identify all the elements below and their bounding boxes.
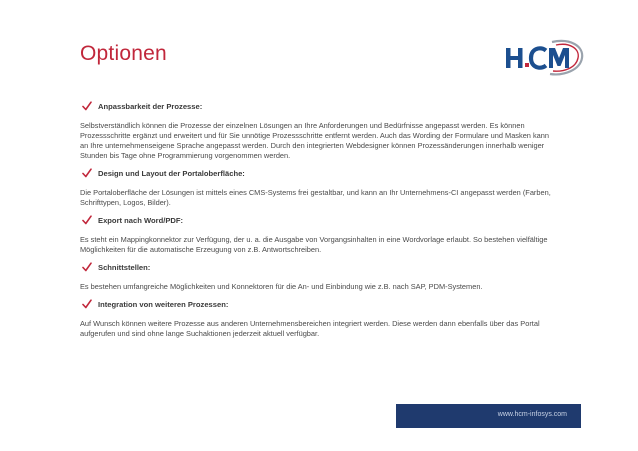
checkmark-icon (82, 262, 92, 272)
checkmark-icon (82, 101, 92, 111)
section-heading (82, 298, 558, 310)
section-anpassbarkeit (80, 100, 558, 161)
footer-url[interactable]: www.hcm-infosys.com (497, 411, 567, 418)
footer-bar (396, 404, 581, 428)
section-text: Auf Wunsch können weitere Prozesse aus anderen Unternehmensbereichen integriert werden. Diese werden dann ebenfalls über das Portal aufgerufen und sind ohne lange Suchaktionen jederzeit aktuell verfügbar. (80, 319, 540, 338)
section-integration (80, 298, 558, 339)
options-content (80, 100, 558, 345)
checkmark-icon (82, 168, 92, 178)
section-text: Es bestehen umfangreiche Möglichkeiten und Konnektoren für die An- und Einbindung wie z.B. nach SAP, PDM-Systemen. (80, 282, 483, 291)
hcm-logo (498, 36, 584, 78)
section-heading (82, 167, 558, 179)
checkmark-icon (82, 299, 92, 309)
section-export (80, 214, 558, 255)
checkmark-icon (82, 215, 92, 225)
section-design-layout (80, 167, 558, 208)
section-heading-text: Integration von weiteren Prozessen: (98, 299, 229, 309)
section-heading-text: Export nach Word/PDF: (98, 215, 184, 225)
section-text: Selbstverständlich können die Prozesse der einzelnen Lösungen an Ihre Anforderungen und Bedürfnisse angepasst werden. Es können Prozessschritte ergänzt und erweitert und für Sie unnötige Prozessschritte entfernt werden. Auch das Wording der Formulare und Masken kann an Ihre unternehmenseigene Sprache angepasst werden. Durch den integrierten Webdesigner können Prozessänderungen innerhalb weniger Stunden bis Tage ohne Programmierung vorgenommen werden. (80, 121, 550, 160)
section-heading-text: Schnittstellen: (98, 262, 151, 272)
page-title: Optionen (80, 42, 167, 65)
section-heading (82, 100, 558, 112)
section-schnittstellen (80, 261, 558, 292)
section-text: Es steht ein Mappingkonnektor zur Verfügung, der u. a. die Ausgabe von Vorgangsinhalten in eine Wordvorlage erlaubt. So bestehen vielfältige Möglichkeiten für die automatische Erzeugung von z.B. Antwortschreiben. (80, 235, 548, 254)
section-heading-text: Design und Layout der Portaloberfläche: (98, 168, 245, 178)
section-text: Die Portaloberfläche der Lösungen ist mittels eines CMS-Systems frei gestaltbar, und kann an Ihr Unternehmens-CI angepasst werden (Farben, Schrifttypen, Logos, Bilder). (80, 188, 551, 207)
section-heading (82, 261, 558, 273)
section-heading-text: Anpassbarkeit der Prozesse: (98, 101, 203, 111)
section-heading (82, 214, 558, 226)
